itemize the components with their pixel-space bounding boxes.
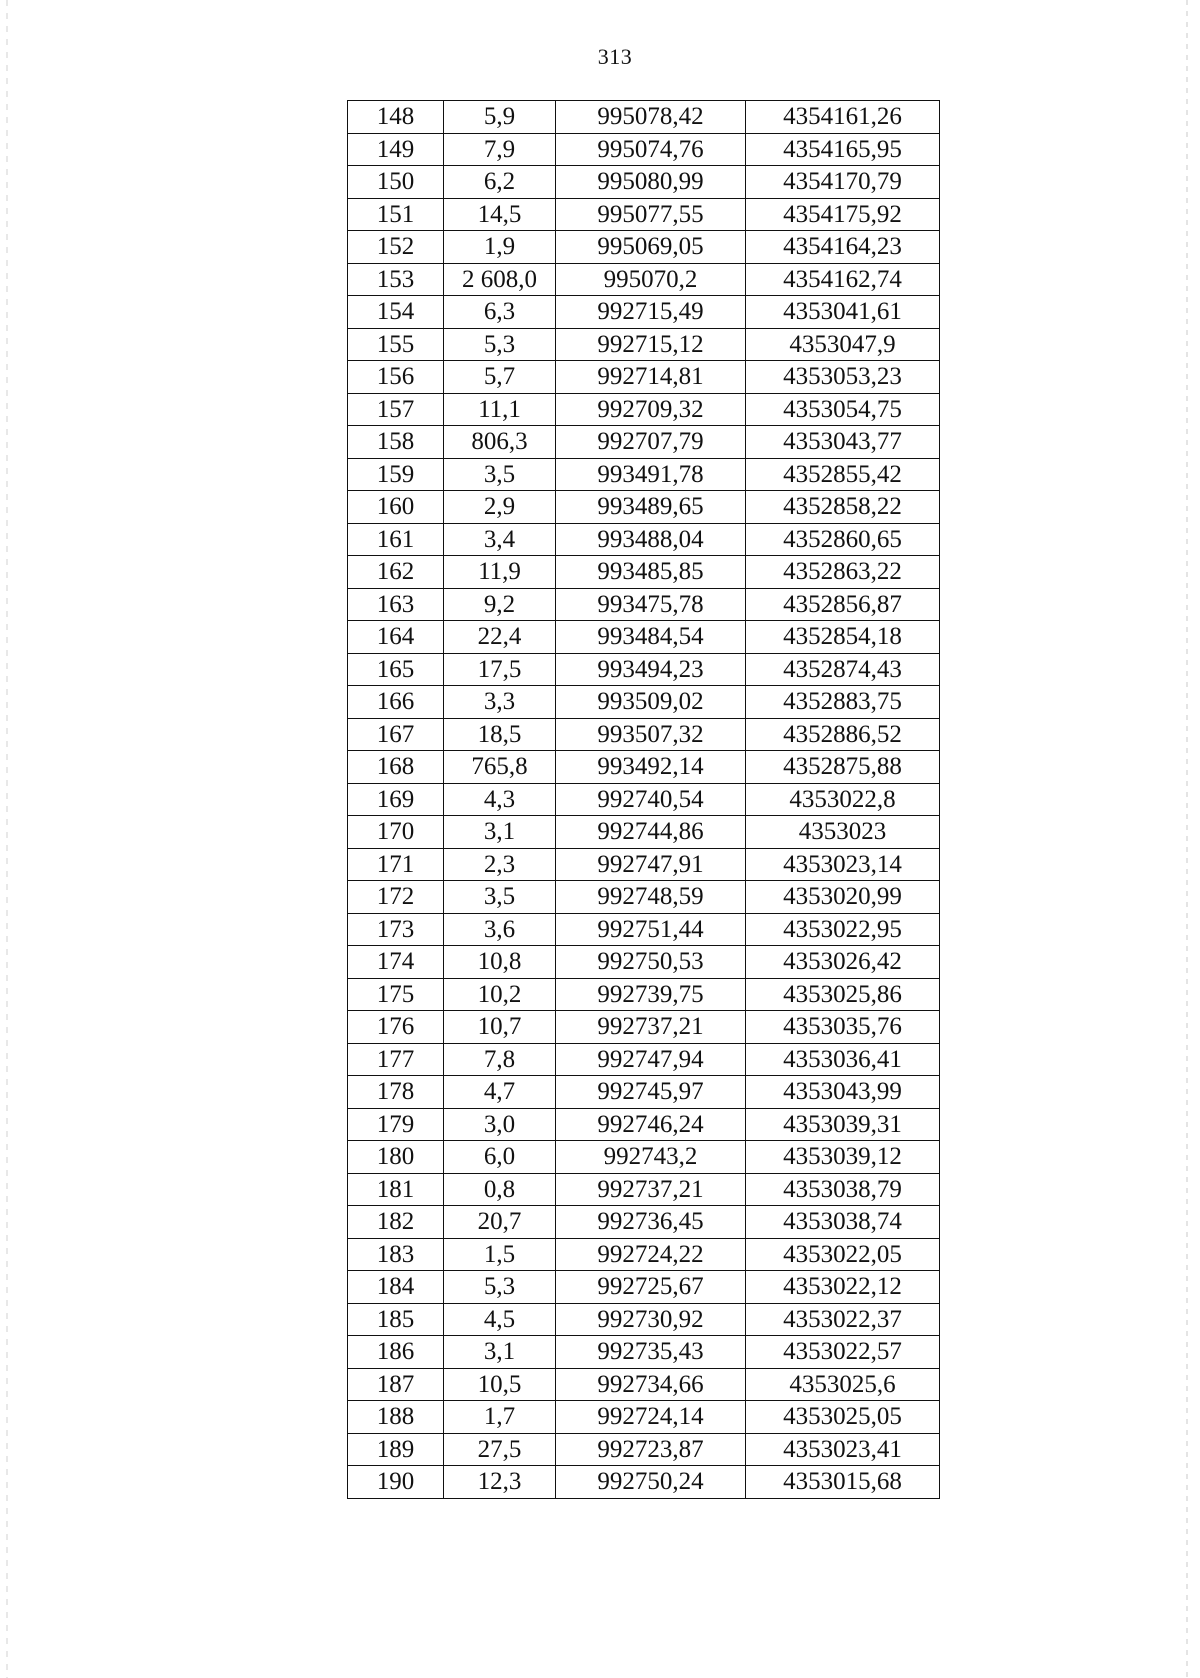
point-number-cell: 184 — [348, 1271, 444, 1304]
point-number-cell: 156 — [348, 361, 444, 394]
x-coordinate-cell: 993507,32 — [556, 718, 746, 751]
x-coordinate-cell: 992734,66 — [556, 1368, 746, 1401]
table-row — [348, 296, 940, 329]
y-coordinate-cell: 4353054,75 — [746, 393, 940, 426]
table-row — [348, 1108, 940, 1141]
x-coordinate-cell: 992736,45 — [556, 1206, 746, 1239]
table-row — [348, 1271, 940, 1304]
point-number-cell: 162 — [348, 556, 444, 589]
table-row — [348, 491, 940, 524]
table-row — [348, 166, 940, 199]
length-cell: 10,8 — [444, 946, 556, 979]
y-coordinate-cell: 4353036,41 — [746, 1043, 940, 1076]
point-number-cell: 167 — [348, 718, 444, 751]
length-cell: 27,5 — [444, 1433, 556, 1466]
length-cell: 11,1 — [444, 393, 556, 426]
table-row — [348, 328, 940, 361]
y-coordinate-cell: 4353020,99 — [746, 881, 940, 914]
length-cell: 3,1 — [444, 816, 556, 849]
y-coordinate-cell: 4352855,42 — [746, 458, 940, 491]
y-coordinate-cell: 4353043,77 — [746, 426, 940, 459]
y-coordinate-cell: 4353023 — [746, 816, 940, 849]
x-coordinate-cell: 995077,55 — [556, 198, 746, 231]
y-coordinate-cell: 4353038,74 — [746, 1206, 940, 1239]
point-number-cell: 151 — [348, 198, 444, 231]
length-cell: 22,4 — [444, 621, 556, 654]
point-number-cell: 174 — [348, 946, 444, 979]
coordinates-table — [347, 100, 940, 1499]
y-coordinate-cell: 4354165,95 — [746, 133, 940, 166]
x-coordinate-cell: 992715,49 — [556, 296, 746, 329]
length-cell: 6,3 — [444, 296, 556, 329]
length-cell: 18,5 — [444, 718, 556, 751]
point-number-cell: 168 — [348, 751, 444, 784]
table-row — [348, 1238, 940, 1271]
y-coordinate-cell: 4353025,86 — [746, 978, 940, 1011]
x-coordinate-cell: 992725,67 — [556, 1271, 746, 1304]
x-coordinate-cell: 992724,22 — [556, 1238, 746, 1271]
y-coordinate-cell: 4352875,88 — [746, 751, 940, 784]
x-coordinate-cell: 993492,14 — [556, 751, 746, 784]
point-number-cell: 159 — [348, 458, 444, 491]
length-cell: 806,3 — [444, 426, 556, 459]
table-row — [348, 1011, 940, 1044]
x-coordinate-cell: 993484,54 — [556, 621, 746, 654]
length-cell: 9,2 — [444, 588, 556, 621]
y-coordinate-cell: 4353026,42 — [746, 946, 940, 979]
x-coordinate-cell: 992714,81 — [556, 361, 746, 394]
y-coordinate-cell: 4353022,57 — [746, 1336, 940, 1369]
page-number: 313 — [597, 44, 633, 69]
length-cell: 11,9 — [444, 556, 556, 589]
x-coordinate-cell: 992750,53 — [556, 946, 746, 979]
table-row — [348, 1141, 940, 1174]
x-coordinate-cell: 995078,42 — [556, 101, 746, 134]
length-cell: 2,9 — [444, 491, 556, 524]
x-coordinate-cell: 993491,78 — [556, 458, 746, 491]
table-row — [348, 1336, 940, 1369]
table-body — [348, 101, 940, 1499]
x-coordinate-cell: 993475,78 — [556, 588, 746, 621]
length-cell: 20,7 — [444, 1206, 556, 1239]
x-coordinate-cell: 992744,86 — [556, 816, 746, 849]
y-coordinate-cell: 4352858,22 — [746, 491, 940, 524]
x-coordinate-cell: 992707,79 — [556, 426, 746, 459]
x-coordinate-cell: 992747,91 — [556, 848, 746, 881]
x-coordinate-cell: 992737,21 — [556, 1011, 746, 1044]
point-number-cell: 186 — [348, 1336, 444, 1369]
x-coordinate-cell: 992748,59 — [556, 881, 746, 914]
x-coordinate-cell: 992739,75 — [556, 978, 746, 1011]
y-coordinate-cell: 4352860,65 — [746, 523, 940, 556]
table-row — [348, 231, 940, 264]
table-row — [348, 686, 940, 719]
x-coordinate-cell: 993494,23 — [556, 653, 746, 686]
table-row — [348, 426, 940, 459]
point-number-cell: 189 — [348, 1433, 444, 1466]
point-number-cell: 172 — [348, 881, 444, 914]
table-row — [348, 588, 940, 621]
y-coordinate-cell: 4353023,14 — [746, 848, 940, 881]
length-cell: 10,7 — [444, 1011, 556, 1044]
length-cell: 1,9 — [444, 231, 556, 264]
x-coordinate-cell: 992745,97 — [556, 1076, 746, 1109]
y-coordinate-cell: 4353025,05 — [746, 1401, 940, 1434]
table-row — [348, 1206, 940, 1239]
table-row — [348, 1076, 940, 1109]
y-coordinate-cell: 4354161,26 — [746, 101, 940, 134]
length-cell: 1,5 — [444, 1238, 556, 1271]
point-number-cell: 169 — [348, 783, 444, 816]
point-number-cell: 173 — [348, 913, 444, 946]
length-cell: 4,3 — [444, 783, 556, 816]
table-row — [348, 361, 940, 394]
table-row — [348, 816, 940, 849]
point-number-cell: 176 — [348, 1011, 444, 1044]
length-cell: 1,7 — [444, 1401, 556, 1434]
length-cell: 5,9 — [444, 101, 556, 134]
point-number-cell: 188 — [348, 1401, 444, 1434]
length-cell: 2,3 — [444, 848, 556, 881]
y-coordinate-cell: 4353043,99 — [746, 1076, 940, 1109]
table-row — [348, 1466, 940, 1499]
length-cell: 0,8 — [444, 1173, 556, 1206]
table-row — [348, 1368, 940, 1401]
point-number-cell: 187 — [348, 1368, 444, 1401]
y-coordinate-cell: 4353022,05 — [746, 1238, 940, 1271]
y-coordinate-cell: 4353053,23 — [746, 361, 940, 394]
point-number-cell: 180 — [348, 1141, 444, 1174]
x-coordinate-cell: 992740,54 — [556, 783, 746, 816]
x-coordinate-cell: 995080,99 — [556, 166, 746, 199]
table-row — [348, 946, 940, 979]
y-coordinate-cell: 4352863,22 — [746, 556, 940, 589]
table-row — [348, 978, 940, 1011]
point-number-cell: 181 — [348, 1173, 444, 1206]
point-number-cell: 177 — [348, 1043, 444, 1076]
length-cell: 3,5 — [444, 881, 556, 914]
length-cell: 7,8 — [444, 1043, 556, 1076]
length-cell: 6,2 — [444, 166, 556, 199]
y-coordinate-cell: 4352854,18 — [746, 621, 940, 654]
point-number-cell: 171 — [348, 848, 444, 881]
x-coordinate-cell: 995070,2 — [556, 263, 746, 296]
length-cell: 3,1 — [444, 1336, 556, 1369]
table-row — [348, 198, 940, 231]
y-coordinate-cell: 4353039,12 — [746, 1141, 940, 1174]
point-number-cell: 163 — [348, 588, 444, 621]
x-coordinate-cell: 993489,65 — [556, 491, 746, 524]
y-coordinate-cell: 4352874,43 — [746, 653, 940, 686]
length-cell: 7,9 — [444, 133, 556, 166]
point-number-cell: 157 — [348, 393, 444, 426]
length-cell: 3,0 — [444, 1108, 556, 1141]
x-coordinate-cell: 995069,05 — [556, 231, 746, 264]
point-number-cell: 165 — [348, 653, 444, 686]
table-row — [348, 393, 940, 426]
x-coordinate-cell: 993488,04 — [556, 523, 746, 556]
table-row — [348, 458, 940, 491]
length-cell: 5,3 — [444, 328, 556, 361]
point-number-cell: 160 — [348, 491, 444, 524]
length-cell: 14,5 — [444, 198, 556, 231]
table-row — [348, 718, 940, 751]
y-coordinate-cell: 4353022,95 — [746, 913, 940, 946]
point-number-cell: 150 — [348, 166, 444, 199]
x-coordinate-cell: 992723,87 — [556, 1433, 746, 1466]
point-number-cell: 185 — [348, 1303, 444, 1336]
point-number-cell: 178 — [348, 1076, 444, 1109]
point-number-cell: 183 — [348, 1238, 444, 1271]
table-row — [348, 621, 940, 654]
table-row — [348, 263, 940, 296]
point-number-cell: 166 — [348, 686, 444, 719]
length-cell: 3,5 — [444, 458, 556, 491]
x-coordinate-cell: 992737,21 — [556, 1173, 746, 1206]
x-coordinate-cell: 992747,94 — [556, 1043, 746, 1076]
y-coordinate-cell: 4352883,75 — [746, 686, 940, 719]
point-number-cell: 164 — [348, 621, 444, 654]
length-cell: 10,2 — [444, 978, 556, 1011]
y-coordinate-cell: 4354175,92 — [746, 198, 940, 231]
scan-edge-left — [6, 0, 8, 1678]
y-coordinate-cell: 4352886,52 — [746, 718, 940, 751]
length-cell: 6,0 — [444, 1141, 556, 1174]
point-number-cell: 152 — [348, 231, 444, 264]
x-coordinate-cell: 995074,76 — [556, 133, 746, 166]
x-coordinate-cell: 992730,92 — [556, 1303, 746, 1336]
y-coordinate-cell: 4353015,68 — [746, 1466, 940, 1499]
y-coordinate-cell: 4353041,61 — [746, 296, 940, 329]
x-coordinate-cell: 992715,12 — [556, 328, 746, 361]
length-cell: 10,5 — [444, 1368, 556, 1401]
table-row — [348, 101, 940, 134]
length-cell: 3,3 — [444, 686, 556, 719]
point-number-cell: 161 — [348, 523, 444, 556]
table-row — [348, 556, 940, 589]
point-number-cell: 175 — [348, 978, 444, 1011]
table-row — [348, 881, 940, 914]
table-row — [348, 783, 940, 816]
point-number-cell: 153 — [348, 263, 444, 296]
table-row — [348, 751, 940, 784]
table-row — [348, 1303, 940, 1336]
length-cell: 17,5 — [444, 653, 556, 686]
length-cell: 5,7 — [444, 361, 556, 394]
x-coordinate-cell: 992724,14 — [556, 1401, 746, 1434]
table-row — [348, 653, 940, 686]
y-coordinate-cell: 4354164,23 — [746, 231, 940, 264]
table-row — [348, 1401, 940, 1434]
x-coordinate-cell: 992709,32 — [556, 393, 746, 426]
y-coordinate-cell: 4352856,87 — [746, 588, 940, 621]
length-cell: 5,3 — [444, 1271, 556, 1304]
x-coordinate-cell: 992746,24 — [556, 1108, 746, 1141]
point-number-cell: 148 — [348, 101, 444, 134]
scan-edge-right — [1186, 0, 1188, 1678]
y-coordinate-cell: 4353038,79 — [746, 1173, 940, 1206]
point-number-cell: 149 — [348, 133, 444, 166]
table-row — [348, 1043, 940, 1076]
y-coordinate-cell: 4353039,31 — [746, 1108, 940, 1141]
y-coordinate-cell: 4353047,9 — [746, 328, 940, 361]
point-number-cell: 179 — [348, 1108, 444, 1141]
point-number-cell: 158 — [348, 426, 444, 459]
y-coordinate-cell: 4353023,41 — [746, 1433, 940, 1466]
x-coordinate-cell: 992751,44 — [556, 913, 746, 946]
x-coordinate-cell: 993485,85 — [556, 556, 746, 589]
y-coordinate-cell: 4353022,8 — [746, 783, 940, 816]
table-row — [348, 848, 940, 881]
length-cell: 765,8 — [444, 751, 556, 784]
x-coordinate-cell: 992743,2 — [556, 1141, 746, 1174]
y-coordinate-cell: 4354162,74 — [746, 263, 940, 296]
x-coordinate-cell: 993509,02 — [556, 686, 746, 719]
y-coordinate-cell: 4353022,37 — [746, 1303, 940, 1336]
y-coordinate-cell: 4353025,6 — [746, 1368, 940, 1401]
point-number-cell: 155 — [348, 328, 444, 361]
table-row — [348, 523, 940, 556]
table-row — [348, 913, 940, 946]
y-coordinate-cell: 4353022,12 — [746, 1271, 940, 1304]
point-number-cell: 170 — [348, 816, 444, 849]
table-row — [348, 133, 940, 166]
length-cell: 4,7 — [444, 1076, 556, 1109]
length-cell: 3,4 — [444, 523, 556, 556]
length-cell: 3,6 — [444, 913, 556, 946]
table-row — [348, 1173, 940, 1206]
length-cell: 4,5 — [444, 1303, 556, 1336]
length-cell: 2 608,0 — [444, 263, 556, 296]
point-number-cell: 154 — [348, 296, 444, 329]
point-number-cell: 190 — [348, 1466, 444, 1499]
length-cell: 12,3 — [444, 1466, 556, 1499]
table-row — [348, 1433, 940, 1466]
y-coordinate-cell: 4353035,76 — [746, 1011, 940, 1044]
x-coordinate-cell: 992735,43 — [556, 1336, 746, 1369]
y-coordinate-cell: 4354170,79 — [746, 166, 940, 199]
x-coordinate-cell: 992750,24 — [556, 1466, 746, 1499]
point-number-cell: 182 — [348, 1206, 444, 1239]
